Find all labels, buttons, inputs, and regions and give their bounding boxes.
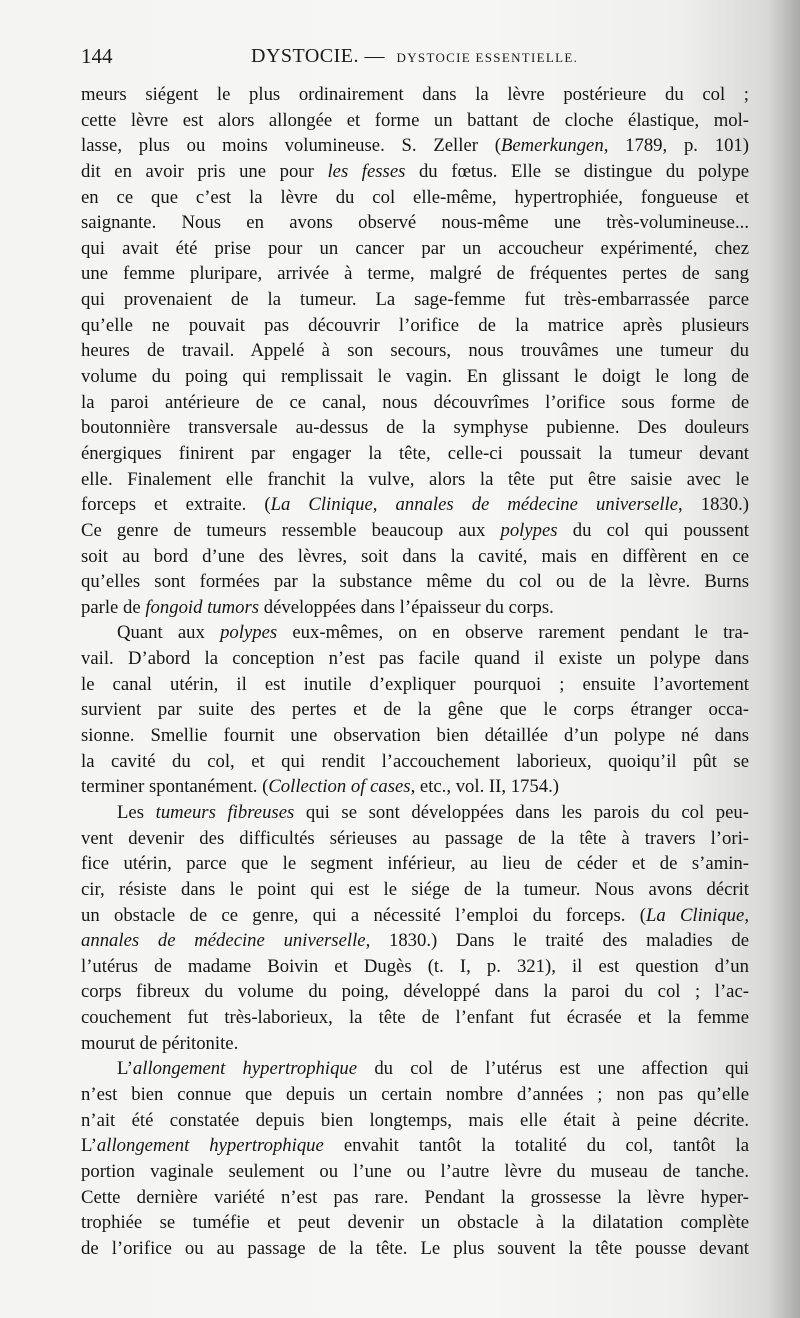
italic-phrase: les fesses xyxy=(327,160,406,182)
text-line: terminer spontanément. (Collection of cases, etc., vol. II, 1754.) xyxy=(81,776,559,798)
text-line: L’allongement hypertrophique envahit tantôt la totalité du col, tantôt la xyxy=(81,1135,749,1157)
paragraph-start-line: L’allongement hypertrophique du col de l’utérus est une affection qui xyxy=(117,1058,749,1080)
text-line: n’ait été constatée depuis bien longtemps, mais elle était à peine décrite. xyxy=(81,1109,749,1131)
text-line: vent devenir des difficultés sérieuses au passage de la tête à travers l’ori- xyxy=(81,827,749,849)
text-line: de l’orifice ou au passage de la tête. Le plus souvent la tête pousse devant xyxy=(81,1237,749,1259)
paragraph-start-line: Quant aux polypes eux-mêmes, on en observe rarement pendant le tra- xyxy=(117,622,749,644)
text-line: énergiques finirent par engager la tête, celle-ci poussait la tumeur devant xyxy=(81,442,749,464)
text-line: annales de médecine universelle, 1830.) Dans le traité des maladies de xyxy=(81,930,749,952)
text-line: couchement fut très-laborieux, la tête de l’enfant fut écrasée et la femme xyxy=(81,1007,749,1029)
text-line: n’est bien connue que depuis un certain nombre d’années ; non pas qu’elle xyxy=(81,1083,749,1105)
text-line: cir, résiste dans le point qui est le siége de la tumeur. Nous avons décrit xyxy=(81,878,749,900)
text-line: un obstacle de ce genre, qui a nécessité l’emploi du forceps. (La Clinique, xyxy=(81,904,749,926)
italic-phrase: allongement hypertrophique xyxy=(96,1135,324,1157)
running-head-dash: — xyxy=(359,45,391,67)
italic-phrase: annales de médecine universelle xyxy=(395,494,678,516)
italic-phrase: La Clinique xyxy=(645,904,745,926)
text-line: cette lèvre est alors allongée et forme un battant de cloche élastique, mol- xyxy=(81,109,749,131)
paragraph-start-line: Les tumeurs fibreuses qui se sont développées dans les parois du col peu- xyxy=(117,801,749,823)
text-line: qui provenaient de la tumeur. La sage-femme fut très-embarrassée parce xyxy=(81,289,749,311)
text-line: Cette dernière variété n’est pas rare. Pendant la grossesse la lèvre hyper- xyxy=(81,1186,749,1208)
italic-phrase: La Clinique xyxy=(270,494,373,516)
text-line: l’utérus de madame Boivin et Dugès (t. I, p. 321), il est question d’un xyxy=(81,955,749,977)
text-line: survient par suite des pertes et de la gêne que le corps étranger occa- xyxy=(81,699,749,721)
text-line: volume du poing qui remplissait le vagin. En glissant le doigt le long de xyxy=(81,366,749,388)
italic-phrase: Bemerkungen xyxy=(500,135,604,157)
text-line: Ce genre de tumeurs ressemble beaucoup aux polypes du col qui poussent xyxy=(81,519,749,541)
running-head-title: DYSTOCIE. xyxy=(251,45,360,67)
text-line: le canal utérin, il est inutile d’expliquer pourquoi ; ensuite l’avortement xyxy=(81,673,749,695)
text-line: heures de travail. Appelé à son secours, nous trouvâmes une tumeur du xyxy=(81,340,749,362)
text-line: elle. Finalement elle franchit la vulve, alors la tête put être saisie avec le xyxy=(81,468,749,490)
text-line: saignante. Nous en avons observé nous-même une très-volumineuse... xyxy=(81,212,749,234)
text-line: qu’elles sont formées par la substance même du col ou de la lèvre. Burns xyxy=(81,571,749,593)
italic-phrase: annales de médecine universelle xyxy=(81,930,366,952)
italic-phrase: tumeurs fibreuses xyxy=(155,801,295,823)
text-line: vail. D’abord la conception n’est pas facile quand il existe un polype dans xyxy=(81,648,749,670)
text-line: la cavité du col, et qui rendit l’accouchement laborieux, quoiqu’il pût se xyxy=(81,750,749,772)
text-line: parle de fongoid tumors développées dans l’épaisseur du corps. xyxy=(81,596,554,618)
text-line: sionne. Smellie fournit une observation bien détaillée d’un polype né dans xyxy=(81,725,749,747)
text-line: en ce que c’est la lèvre du col elle-même, hypertrophiée, fongueuse et xyxy=(81,186,749,208)
italic-phrase: polypes xyxy=(500,519,558,541)
text-line: forceps et extraite. (La Clinique, annales de médecine universelle, 1830.) xyxy=(81,494,750,516)
running-head xyxy=(251,45,578,68)
text-line: corps fibreux du volume du poing, développé dans la paroi du col ; l’ac- xyxy=(81,981,749,1003)
text-line: meurs siégent le plus ordinairement dans la lèvre postérieure du col ; xyxy=(81,84,749,105)
text-line: soit au bord d’une des lèvres, soit dans la cavité, mais en diffèrent en ce xyxy=(81,545,749,567)
text-line: portion vaginale seulement ou l’une ou l’autre lèvre du museau de tanche. xyxy=(81,1160,749,1182)
text-line: trophiée se tuméfie et peut devenir un obstacle à la dilatation complète xyxy=(81,1212,749,1234)
italic-phrase: allongement hypertrophique xyxy=(132,1058,358,1080)
text-line: dit en avoir pris une pour les fesses du fœtus. Elle se distingue du polype xyxy=(81,160,749,182)
italic-phrase: fongoid tumors xyxy=(145,596,260,618)
page-number: 144 xyxy=(81,44,113,68)
text-line: mourut de péritonite. xyxy=(81,1032,239,1054)
text-line: qui avait été prise pour un cancer par un accoucheur expérimenté, chez xyxy=(81,237,749,259)
text-line: fice utérin, parce que le segment inférieur, au lieu de céder et de s’amin- xyxy=(81,853,749,875)
text-line: une femme pluripare, arrivée à terme, malgré de fréquentes pertes de sang xyxy=(81,263,749,285)
text-line: la paroi antérieure de ce canal, nous découvrîmes l’orifice sous forme de xyxy=(81,391,749,413)
text-line: lasse, plus ou moins volumineuse. S. Zeller (Bemerkungen, 1789, p. 101) xyxy=(81,135,749,157)
italic-phrase: Collection of cases xyxy=(268,776,411,798)
running-header xyxy=(81,44,751,72)
body-text xyxy=(81,82,749,1261)
text-line: boutonnière transversale au-dessus de la symphyse pubienne. Des douleurs xyxy=(81,417,749,439)
running-head-subtitle: DYSTOCIE ESSENTIELLE. xyxy=(396,50,579,65)
italic-phrase: polypes xyxy=(220,622,278,644)
text-line: qu’elle ne pouvait pas découvrir l’orifice de la matrice après plusieurs xyxy=(81,314,749,336)
